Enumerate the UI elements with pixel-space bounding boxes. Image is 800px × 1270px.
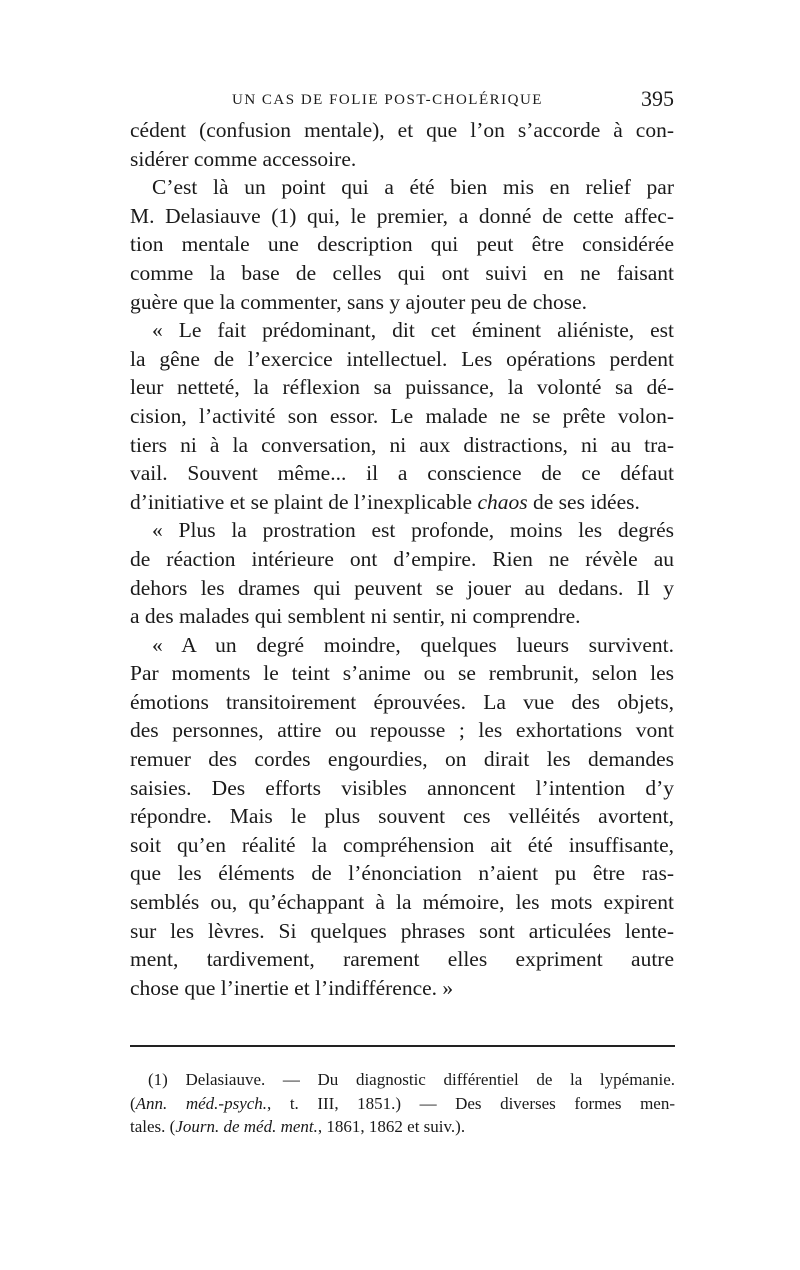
body-line: Par moments le teint s’anime ou se rembrunit, selon les bbox=[130, 661, 674, 686]
body-line: « A un degré moindre, quelques lueurs survivent. bbox=[152, 632, 674, 657]
body-line: saisies. Des efforts visibles annoncent l’intention d’y bbox=[130, 775, 674, 800]
body-line: comme la base de celles qui ont suivi en ne faisant bbox=[130, 260, 674, 285]
body-line: semblés ou, qu’échappant à la mémoire, les mots expirent bbox=[130, 890, 674, 915]
body-line: M. Delasiauve (1) qui, le premier, a donné de cette affec- bbox=[130, 203, 674, 228]
page-number: 395 bbox=[641, 86, 674, 111]
footnote-line: (1) Delasiauve. — Du diagnostic différentiel de la lypémanie. bbox=[148, 1070, 675, 1089]
body-text bbox=[130, 116, 674, 1002]
body-line: « Le fait prédominant, dit cet éminent aliéniste, est bbox=[152, 318, 674, 343]
body-line: cédent (confusion mentale), et que l’on s’accorde à con- bbox=[130, 118, 674, 142]
body-line: tiers ni à la conversation, ni aux distractions, ni au tra- bbox=[130, 432, 674, 457]
body-line: chose que l’inertie et l’indifférence. » bbox=[130, 975, 454, 1000]
body-line: « Plus la prostration est profonde, moins les degrés bbox=[152, 518, 674, 543]
body-line: émotions transitoirement éprouvées. La vue des objets, bbox=[130, 689, 674, 714]
body-line: la gêne de l’exercice intellectuel. Les opérations perdent bbox=[130, 346, 674, 371]
footnote-divider bbox=[130, 1045, 675, 1047]
footnote-line: tales. (Journ. de méd. ment., 1861, 1862 et suiv.). bbox=[130, 1117, 466, 1136]
body-line: répondre. Mais le plus souvent ces velléités avortent, bbox=[130, 804, 674, 829]
footnote bbox=[130, 1068, 675, 1139]
body-line: tion mentale une description qui peut être considérée bbox=[130, 232, 674, 257]
body-line: de réaction intérieure ont d’empire. Rien ne révèle au bbox=[130, 546, 674, 571]
body-line: d’initiative et se plaint de l’inexplicable chaos de ses idées. bbox=[130, 489, 640, 514]
footnote-line: (Ann. méd.-psych., t. III, 1851.) — Des diverses formes men- bbox=[130, 1093, 675, 1113]
body-line: dehors les drames qui peuvent se jouer au dedans. Il y bbox=[130, 575, 674, 600]
body-line: guère que la commenter, sans y ajouter peu de chose. bbox=[130, 289, 588, 314]
body-line: que les éléments de l’énonciation n’aient pu être ras- bbox=[130, 861, 674, 886]
body-line: C’est là un point qui a été bien mis en relief par bbox=[152, 175, 674, 200]
body-line: a des malades qui semblent ni sentir, ni comprendre. bbox=[130, 604, 581, 629]
running-title: UN CAS DE FOLIE POST-CHOLÉRIQUE bbox=[232, 92, 543, 108]
body-line: des personnes, attire ou repousse ; les exhortations vont bbox=[130, 718, 674, 743]
body-line: ment, tardivement, rarement elles expriment autre bbox=[130, 947, 674, 972]
body-line: soit qu’en réalité la compréhension ait été insuffisante, bbox=[130, 832, 674, 857]
body-line: cision, l’activité son essor. Le malade ne se prête volon- bbox=[130, 403, 674, 428]
body-line: leur netteté, la réflexion sa puissance, la volonté sa dé- bbox=[130, 375, 674, 400]
body-line: sur les lèvres. Si quelques phrases sont articulées lente- bbox=[130, 918, 674, 943]
body-line: sidérer comme accessoire. bbox=[130, 146, 357, 171]
body-line: remuer des cordes engourdies, on dirait les demandes bbox=[130, 747, 674, 772]
body-line: vail. Souvent même... il a conscience de ce défaut bbox=[130, 461, 674, 486]
